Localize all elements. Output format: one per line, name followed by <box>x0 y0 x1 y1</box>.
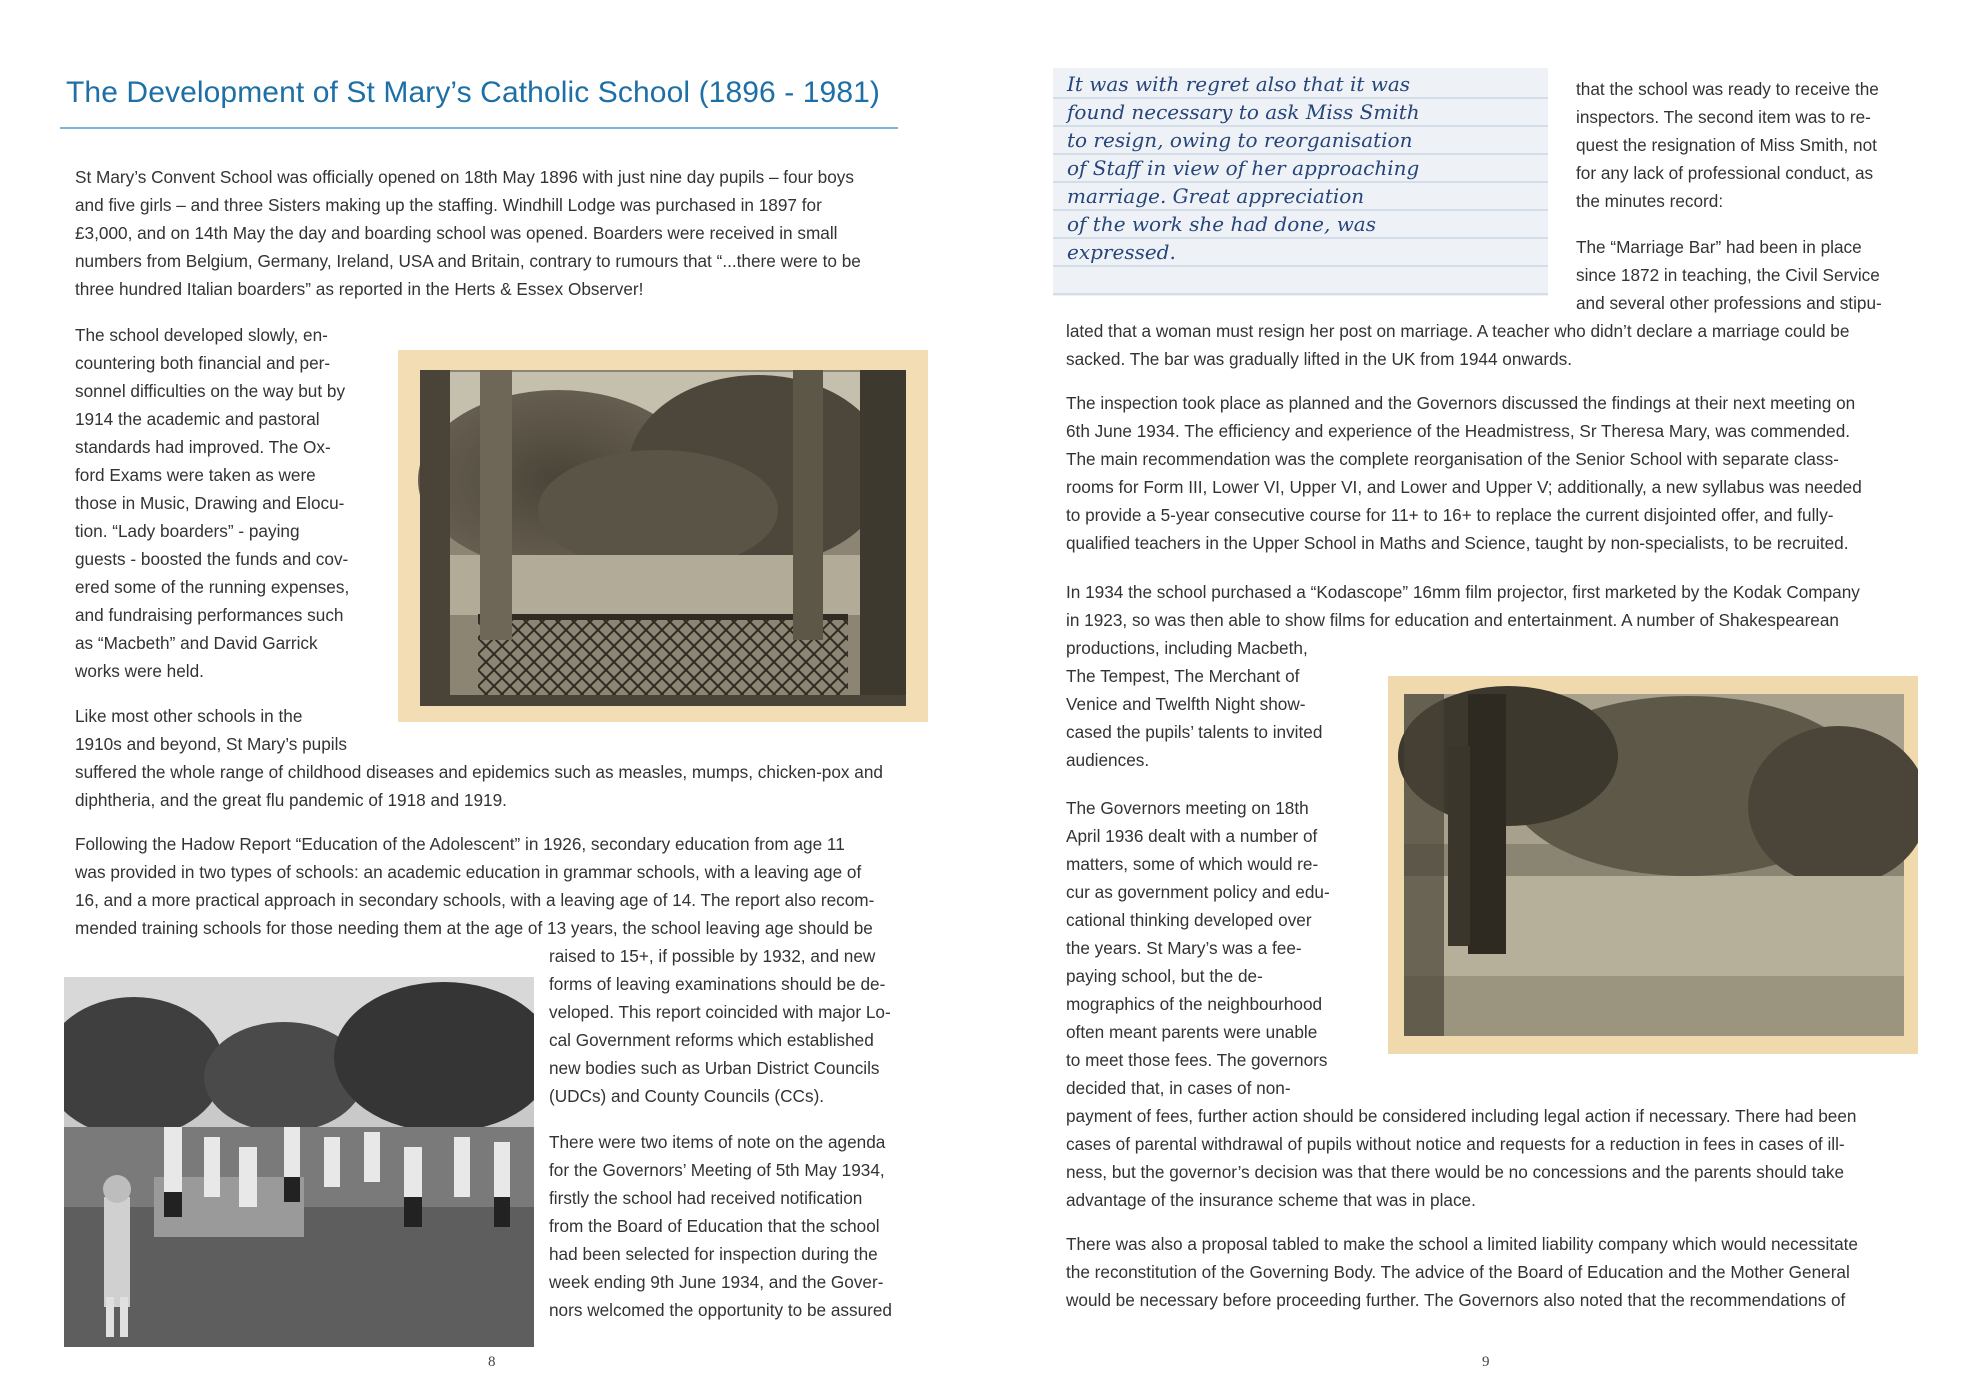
page-number: 8 <box>488 1354 496 1370</box>
text-line: ness, but the governor’s decision was that there would be no concessions and the parents should take <box>1066 1162 1845 1182</box>
text-line: decided that, in cases of non- <box>1066 1078 1291 1098</box>
text-line: forms of leaving examinations should be de- <box>549 974 886 994</box>
text-line: In 1934 the school purchased a “Kodascope” 16mm film projector, first marketed by the Kodak Company <box>1066 582 1860 602</box>
text-line: the minutes record: <box>1576 191 1724 211</box>
text-line: three hundred Italian boarders” as reported in the Herts & Essex Observer! <box>75 279 644 299</box>
text-line: Venice and Twelfth Night show- <box>1066 694 1306 714</box>
text-line: rooms for Form III, Lower VI, Upper VI, and Lower and Upper V; additionally, a new syllabus was needed <box>1066 477 1862 497</box>
text-line: and several other professions and stipu- <box>1576 293 1882 313</box>
text-line: The Governors meeting on 18th <box>1066 798 1309 818</box>
text-line: cational thinking developed over <box>1066 910 1312 930</box>
paragraph-kodascope-cont <box>1066 634 1366 774</box>
text-line: found necessary to ask Miss Smith <box>1067 100 1420 124</box>
paragraph-inspectors <box>1576 75 1956 215</box>
text-line: week ending 9th June 1934, and the Gover- <box>549 1272 884 1292</box>
text-line: guests - boosted the funds and cov- <box>75 549 349 569</box>
text-line: cal Government reforms which established <box>549 1030 874 1050</box>
text-line: 16, and a more practical approach in secondary schools, with a leaving age of 14. The report also recom- <box>75 890 875 910</box>
text-line: (UDCs) and County Councils (CCs). <box>549 1086 825 1106</box>
text-line: advantage of the insurance scheme that was in place. <box>1066 1190 1476 1210</box>
text-line: of the work she had done, was <box>1067 212 1376 236</box>
text-line: raised to 15+, if possible by 1932, and new <box>549 946 876 966</box>
text-line: qualified teachers in the Upper School in Maths and Science, taught by non-specialists, to be recruited. <box>1066 533 1849 553</box>
text-line: works were held. <box>75 661 204 681</box>
text-line: countering both financial and per- <box>75 353 331 373</box>
paragraph-fees <box>1066 1102 1956 1214</box>
text-line: The Tempest, The Merchant of <box>1066 666 1300 686</box>
photo-outdoor-procession <box>64 977 534 1347</box>
text-line: matters, some of which would re- <box>1066 854 1319 874</box>
text-line: had been selected for inspection during the <box>549 1244 878 1264</box>
text-line: to resign, owing to reorganisation <box>1067 128 1413 152</box>
text-line: audiences. <box>1066 750 1150 770</box>
text-line: and five girls – and three Sisters making up the staffing. Windhill Lodge was purchased in 1897 for <box>75 195 822 215</box>
text-line: that the school was ready to receive the <box>1576 79 1879 99</box>
text-line: April 1936 dealt with a number of <box>1066 826 1318 846</box>
text-line: It was with regret also that it was <box>1067 72 1411 96</box>
title-rule <box>60 127 898 129</box>
text-line: of Staff in view of her approaching <box>1067 156 1420 180</box>
text-line: There were two items of note on the agenda <box>549 1132 886 1152</box>
text-line: and fundraising performances such <box>75 605 344 625</box>
paragraph-hadow-report-cont <box>549 942 939 1110</box>
text-line: productions, including Macbeth, <box>1066 638 1308 658</box>
handwriting-text <box>1067 70 1420 266</box>
paragraph-marriage-bar-cont <box>1066 317 1956 373</box>
text-line: 6th June 1934. The efficiency and experience of the Headmistress, Sr Theresa Mary, was commended. <box>1066 421 1851 441</box>
paragraph-limited-company <box>1066 1230 1956 1314</box>
text-line: cur as government policy and edu- <box>1066 882 1330 902</box>
text-line: Like most other schools in the <box>75 706 303 726</box>
text-line: as “Macbeth” and David Garrick <box>75 633 318 653</box>
text-line: to provide a 5-year consecutive course for 11+ to 16+ to replace the current disjointed offer, and fully- <box>1066 505 1834 525</box>
text-line: often meant parents were unable <box>1066 1022 1318 1042</box>
text-line: ered some of the running expenses, <box>75 577 350 597</box>
text-line: inspectors. The second item was to re- <box>1576 107 1871 127</box>
text-line: numbers from Belgium, Germany, Ireland, USA and Britain, contrary to rumours that “...there were to be <box>75 251 861 271</box>
right-page <box>988 0 1977 1398</box>
text-line: diphtheria, and the great flu pandemic of 1918 and 1919. <box>75 790 507 810</box>
text-line: since 1872 in teaching, the Civil Service <box>1576 265 1880 285</box>
page-number: 9 <box>1482 1354 1490 1370</box>
paragraph-opening <box>75 163 935 303</box>
paragraph-hadow-report <box>75 830 935 942</box>
text-line: mographics of the neighbourhood <box>1066 994 1323 1014</box>
text-line: veloped. This report coincided with major Lo- <box>549 1002 891 1022</box>
photo-school-grounds <box>1388 676 1918 1054</box>
text-line: new bodies such as Urban District Councils <box>549 1058 880 1078</box>
text-line: Following the Hadow Report “Education of the Adolescent” in 1926, secondary education from age 11 <box>75 834 845 854</box>
text-line: sonnel difficulties on the way but by <box>75 381 346 401</box>
text-line: payment of fees, further action should be considered including legal action if necessary. There had been <box>1066 1106 1857 1126</box>
text-line: in 1923, so was then able to show films for education and entertainment. A number of Shakespearean <box>1066 610 1839 630</box>
text-line: standards had improved. The Ox- <box>75 437 331 457</box>
left-page <box>0 0 988 1398</box>
text-line: would be necessary before proceeding further. The Governors also noted that the recommendations of <box>1066 1290 1846 1310</box>
text-line: 1910s and beyond, St Mary’s pupils <box>75 734 347 754</box>
photo-veranda-view <box>398 350 928 722</box>
text-line: The inspection took place as planned and the Governors discussed the findings at their next meeting on <box>1066 393 1856 413</box>
text-line: There was also a proposal tabled to make the school a limited liability company which would necessitate <box>1066 1234 1858 1254</box>
text-line: lated that a woman must resign her post on marriage. A teacher who didn’t declare a marriage could be <box>1066 321 1850 341</box>
text-line: The school developed slowly, en- <box>75 325 328 345</box>
text-line: firstly the school had received notification <box>549 1188 863 1208</box>
text-line: 1914 the academic and pastoral <box>75 409 320 429</box>
text-line: tion. “Lady boarders” - paying <box>75 521 300 541</box>
text-line: St Mary’s Convent School was officially opened on 18th May 1896 with just nine day pupils – four boys <box>75 167 854 187</box>
text-line: ford Exams were taken as were <box>75 465 316 485</box>
text-line: mended training schools for those needing them at the age of 13 years, the school leaving age should be <box>75 918 873 938</box>
paragraph-governors-meeting <box>549 1128 939 1324</box>
handwritten-minutes-excerpt <box>1053 68 1548 296</box>
text-line: expressed. <box>1067 240 1176 264</box>
paragraph-kodascope <box>1066 578 1956 634</box>
text-line: was provided in two types of schools: an academic education in grammar schools, with a leaving age of <box>75 862 862 882</box>
text-line: the reconstitution of the Governing Body. The advice of the Board of Education and the Mother General <box>1066 1262 1850 1282</box>
text-line: to meet those fees. The governors <box>1066 1050 1328 1070</box>
text-line: cased the pupils’ talents to invited <box>1066 722 1323 742</box>
paragraph-marriage-bar <box>1576 233 1956 317</box>
text-line: marriage. Great appreciation <box>1067 184 1365 208</box>
text-line: sacked. The bar was gradually lifted in the UK from 1944 onwards. <box>1066 349 1573 369</box>
text-line: suffered the whole range of childhood diseases and epidemics such as measles, mumps, chicken-pox and <box>75 762 883 782</box>
text-line: quest the resignation of Miss Smith, not <box>1576 135 1877 155</box>
text-line: cases of parental withdrawal of pupils without notice and requests for a reduction in fees in cases of ill- <box>1066 1134 1845 1154</box>
text-line: for any lack of professional conduct, as <box>1576 163 1874 183</box>
paragraph-school-development <box>75 321 395 685</box>
text-line: £3,000, and on 14th May the day and boarding school was opened. Boarders were received in small <box>75 223 838 243</box>
paragraph-governors-1936 <box>1066 794 1366 1102</box>
text-line: The “Marriage Bar” had been in place <box>1576 237 1862 257</box>
paragraph-inspection <box>1066 389 1956 557</box>
text-line: The main recommendation was the complete reorganisation of the Senior School with separate class- <box>1066 449 1839 469</box>
text-line: paying school, but the de- <box>1066 966 1263 986</box>
text-line: those in Music, Drawing and Elocu- <box>75 493 345 513</box>
text-line: nors welcomed the opportunity to be assured <box>549 1300 892 1320</box>
page-title: The Development of St Mary’s Catholic School (1896 - 1981) <box>66 76 880 109</box>
text-line: the years. St Mary’s was a fee- <box>1066 938 1302 958</box>
text-line: for the Governors’ Meeting of 5th May 1934, <box>549 1160 885 1180</box>
text-line: from the Board of Education that the school <box>549 1216 880 1236</box>
